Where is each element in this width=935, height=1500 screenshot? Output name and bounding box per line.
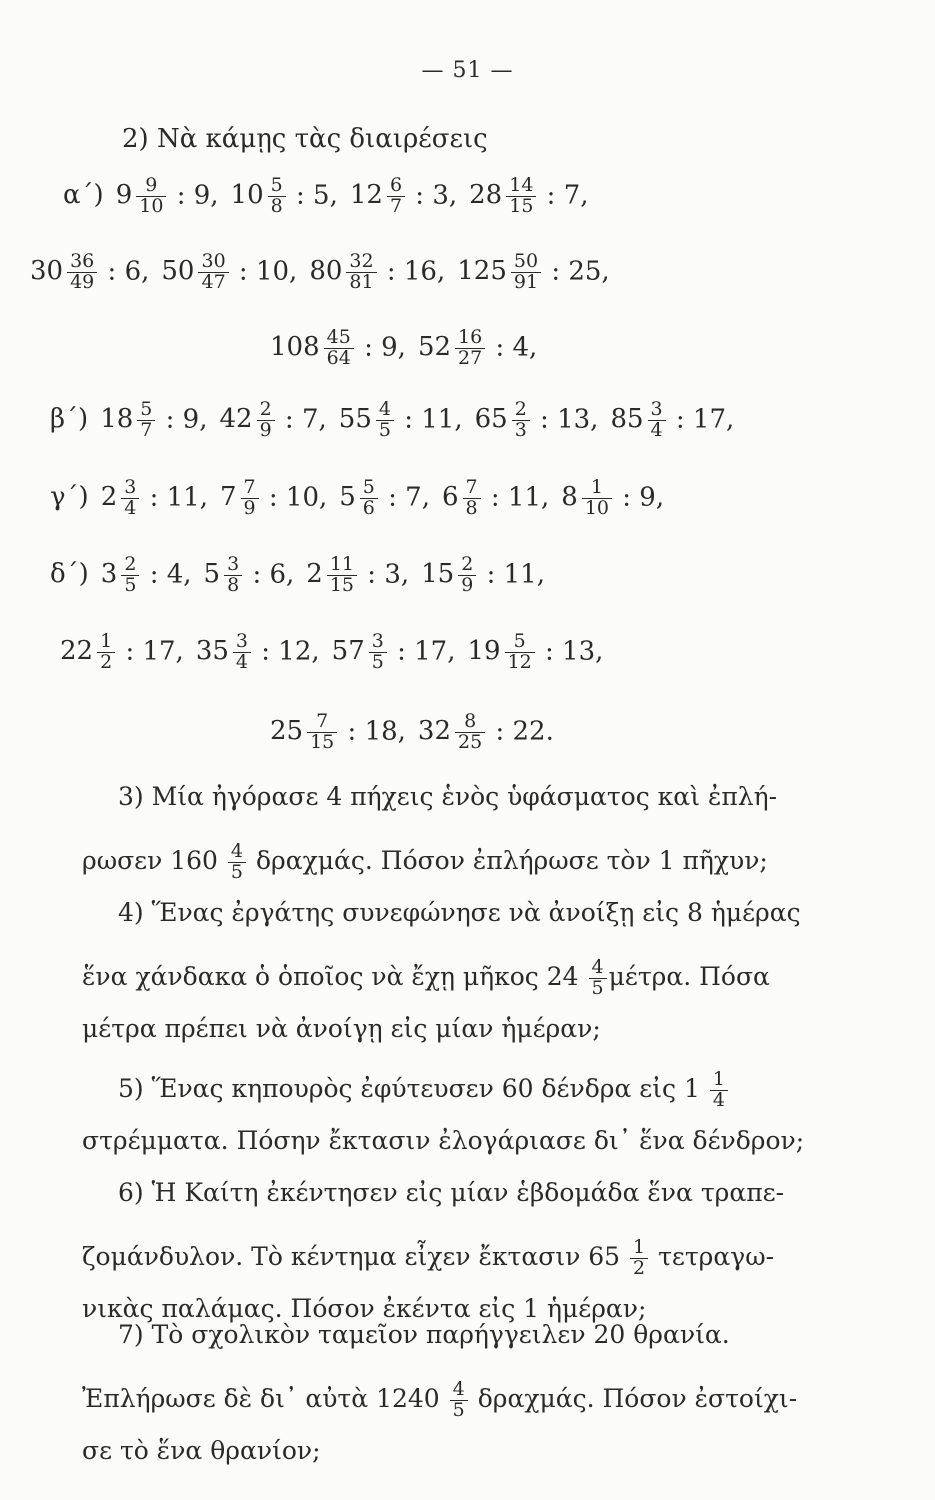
- denominator: 5: [452, 1398, 465, 1421]
- denominator: 25: [458, 730, 483, 753]
- division-term: [475, 400, 599, 441]
- divisor: : 6,: [244, 559, 295, 590]
- numerator: 7: [241, 478, 259, 499]
- fraction: [268, 176, 286, 217]
- numerator: 6: [387, 176, 405, 197]
- denominator: 5: [591, 976, 604, 999]
- division-term: [220, 478, 327, 519]
- fraction: [450, 1380, 468, 1421]
- numerator: 5: [360, 478, 378, 499]
- whole-number: 12: [349, 180, 383, 211]
- numerator: 50: [511, 252, 541, 273]
- problem-line: [82, 900, 888, 925]
- divisor: : 12,: [253, 636, 320, 667]
- denominator: 2: [633, 1256, 646, 1279]
- problem-text: Ἐπλήρωσε δὲ δι᾿ αὐτὰ 1240: [82, 1383, 448, 1413]
- problem-text: ἕνα χάνδακα ὁ ὁποῖος νὰ ἔχῃ μῆκος 24: [82, 961, 587, 991]
- division-term: [610, 400, 734, 441]
- divisor: : 17,: [117, 636, 184, 667]
- exercise-row-label: α΄): [63, 180, 104, 211]
- fraction: [198, 252, 228, 293]
- fraction: [455, 712, 485, 753]
- numerator: 4: [228, 842, 246, 863]
- fraction: [505, 632, 535, 673]
- denominator: 47: [201, 270, 226, 293]
- division-term: [309, 252, 445, 293]
- denominator: 64: [326, 346, 351, 369]
- numerator: 1: [582, 478, 612, 499]
- division-term: [418, 712, 554, 753]
- divisor: : 11,: [395, 404, 463, 435]
- numerator: 1: [630, 1238, 648, 1259]
- numerator: 4: [589, 958, 607, 979]
- numerator: 5: [505, 632, 535, 653]
- numerator: 16: [455, 328, 485, 349]
- problem-text: σε τὸ ἕνα θρανίον;: [82, 1436, 321, 1465]
- problem-text: δραχμάς. Πόσον ἐπλήρωσε τὸν 1 πῆχυν;: [248, 845, 768, 875]
- whole-number: 80: [309, 256, 343, 287]
- divisor: : 7,: [379, 482, 430, 513]
- divisor: : 17,: [388, 636, 456, 667]
- fraction: [648, 400, 666, 441]
- whole-number: 50: [161, 256, 195, 287]
- fraction: [512, 400, 530, 441]
- denominator: 49: [70, 270, 95, 293]
- denominator: 3: [514, 418, 527, 441]
- divisor: : 6,: [99, 256, 150, 287]
- whole-number: 15: [421, 559, 455, 590]
- exercise-row: [50, 478, 676, 519]
- whole-number: 35: [195, 636, 229, 667]
- divisor: : 10,: [260, 482, 328, 513]
- denominator: 6: [362, 496, 375, 519]
- problem-text: 3) Μία ἠγόρασε 4 πήχεις ἑνὸς ὑφάσματος καὶ ἐπλή-: [118, 782, 778, 811]
- problem-paragraph: [82, 1322, 852, 1496]
- division-term: [442, 478, 549, 519]
- fraction: [324, 328, 354, 369]
- problem-text: 5) Ἕνας κηπουρὸς ἐφύτευσεν 60 δένδρα εἰς 1: [118, 1073, 708, 1103]
- numerator: 4: [450, 1380, 468, 1401]
- divisor: : 4,: [141, 559, 192, 590]
- whole-number: 52: [417, 332, 452, 363]
- divisor: : 9,: [168, 180, 219, 211]
- denominator: 8: [270, 194, 283, 217]
- numerator: 3: [648, 400, 666, 421]
- numerator: 1: [710, 1070, 728, 1091]
- problem-line: [82, 1016, 852, 1041]
- numerator: 45: [324, 328, 354, 349]
- denominator: 2: [100, 650, 113, 673]
- fraction: [241, 478, 259, 519]
- division-term: [161, 252, 297, 293]
- whole-number: 42: [219, 404, 253, 435]
- problem-line: [82, 1322, 888, 1347]
- denominator: 12: [507, 650, 532, 673]
- denominator: 15: [329, 573, 355, 596]
- fraction: [137, 400, 155, 441]
- whole-number: 65: [474, 404, 508, 435]
- denominator: 9: [461, 573, 474, 596]
- whole-number: 28: [469, 180, 503, 211]
- problem-text: μέτρα. Πόσα: [608, 961, 770, 991]
- whole-number: 3: [100, 559, 118, 590]
- problem-text: 4) Ἕνας ἐργάτης συνεφώνησε νὰ ἀνοίξῃ εἰς 8 ἡμέρας: [118, 898, 801, 927]
- denominator: 27: [458, 346, 483, 369]
- numerator: 4: [376, 400, 394, 421]
- numerator: 2: [458, 555, 476, 576]
- whole-number: 19: [467, 636, 501, 667]
- problem-text: δραχμάς. Πόσον ἐστοίχι-: [469, 1383, 798, 1413]
- numerator: 1: [97, 632, 115, 653]
- division-term: [270, 712, 406, 753]
- division-term: [116, 176, 219, 217]
- exercise-row-label: δ΄): [50, 559, 89, 590]
- fraction: [582, 478, 612, 519]
- whole-number: 30: [30, 256, 64, 287]
- division-term: [421, 555, 545, 596]
- whole-number: 2: [306, 559, 323, 590]
- numerator: 2: [512, 400, 530, 421]
- exercise-row: [50, 400, 746, 441]
- fraction: [121, 478, 139, 519]
- division-term: [101, 478, 208, 519]
- numerator: 32: [346, 252, 376, 273]
- divisor: : 22.: [487, 716, 554, 747]
- fraction: [228, 842, 246, 883]
- problem-text: μέτρα πρέπει νὰ ἀνοίγῃ εἰς μίαν ἡμέραν;: [82, 1014, 601, 1043]
- fraction: [387, 176, 405, 217]
- division-term: [270, 328, 406, 369]
- fraction: [136, 176, 166, 217]
- problem-line: [82, 1070, 888, 1111]
- problem-text: στρέμματα. Πόσην ἔκτασιν ἐλογάριασε δι᾿ ἕνα δένδρον;: [82, 1126, 805, 1155]
- whole-number: 25: [270, 716, 304, 747]
- denominator: 5: [124, 573, 137, 596]
- divisor: : 7,: [538, 180, 589, 211]
- fraction: [346, 252, 376, 293]
- division-term: [101, 555, 192, 596]
- numerator: 9: [136, 176, 166, 197]
- numerator: 5: [268, 176, 286, 197]
- divisor: : 17,: [667, 404, 735, 435]
- whole-number: 18: [100, 404, 134, 435]
- division-term: [469, 176, 588, 217]
- denominator: 4: [712, 1088, 725, 1111]
- division-term: [204, 555, 295, 596]
- fraction: [360, 478, 378, 519]
- problem-line: [82, 1238, 852, 1279]
- whole-number: 7: [219, 482, 237, 513]
- fraction: [257, 400, 275, 441]
- whole-number: 85: [610, 404, 644, 435]
- fraction: [710, 1070, 728, 1111]
- denominator: 9: [243, 496, 256, 519]
- fraction: [224, 555, 242, 596]
- fraction: [463, 478, 481, 519]
- division-term: [418, 328, 537, 369]
- denominator: 10: [584, 496, 610, 519]
- denominator: 4: [235, 650, 249, 673]
- division-term: [457, 252, 609, 293]
- numerator: 8: [455, 712, 485, 733]
- denominator: 4: [124, 496, 137, 519]
- denominator: 7: [389, 194, 403, 217]
- whole-number: 32: [417, 716, 452, 747]
- fraction: [369, 632, 387, 673]
- numerator: 2: [121, 555, 139, 576]
- denominator: 8: [227, 573, 240, 596]
- whole-number: 57: [331, 636, 365, 667]
- division-term: [219, 400, 326, 441]
- divisor: : 16,: [378, 256, 446, 287]
- numerator: 7: [463, 478, 481, 499]
- problem-line: [82, 1296, 852, 1321]
- numerator: 2: [257, 400, 275, 421]
- denominator: 91: [513, 270, 539, 293]
- exercise-heading: 2) Νὰ κάμῃς τὰς διαιρέσεις: [122, 124, 488, 154]
- divisor: : 7,: [276, 404, 327, 435]
- fraction: [458, 555, 476, 596]
- denominator: 8: [465, 496, 478, 519]
- numerator: 5: [137, 400, 155, 421]
- division-term: [332, 632, 456, 673]
- fraction: [511, 252, 541, 293]
- problem-line: [82, 1180, 888, 1205]
- whole-number: 9: [115, 180, 133, 211]
- exercise-row-label: β΄): [50, 404, 89, 435]
- divisor: : 11,: [482, 482, 550, 513]
- numerator: 30: [198, 252, 228, 273]
- whole-number: 55: [338, 404, 372, 435]
- divisor: : 11,: [141, 482, 208, 513]
- exercise-row: [30, 252, 622, 293]
- problem-line: [82, 1128, 852, 1153]
- whole-number: 125: [457, 256, 507, 287]
- divisor: : 13,: [536, 636, 604, 667]
- fraction: [97, 632, 115, 673]
- fraction: [121, 555, 139, 596]
- problem-text: ρωσεν 160: [82, 845, 226, 875]
- numerator: 3: [369, 632, 387, 653]
- problem-text: νικὰς παλάμας. Πόσον ἐκέντα εἰς 1 ἡμέραν;: [82, 1294, 647, 1323]
- page-number: — 51 —: [421, 58, 514, 83]
- divisor: : 9,: [355, 332, 406, 363]
- problem-line: [82, 784, 888, 809]
- numerator: 3: [224, 555, 242, 576]
- problem-line: [82, 1380, 852, 1421]
- division-term: [339, 478, 430, 519]
- denominator: 15: [509, 194, 534, 217]
- numerator: 3: [233, 632, 251, 653]
- divisor: : 25,: [543, 256, 610, 287]
- problem-line: [82, 958, 852, 999]
- divisor: : 13,: [531, 404, 599, 435]
- fraction: [67, 252, 97, 293]
- divisor: : 3,: [359, 559, 410, 590]
- denominator: 10: [139, 194, 164, 217]
- problem-text: 7) Τὸ σχολικὸν ταμεῖον παρήγγειλεν 20 θρανία.: [118, 1320, 730, 1349]
- problem-text: 6) Ἡ Καίτη ἐκέντησεν εἰς μίαν ἑβδομάδα ἕνα τραπε-: [118, 1178, 785, 1207]
- divisor: : 18,: [339, 716, 406, 747]
- division-term: [561, 478, 664, 519]
- problem-text: τετραγω-: [650, 1241, 775, 1271]
- denominator: 5: [371, 650, 384, 673]
- denominator: 9: [259, 418, 272, 441]
- denominator: 7: [140, 418, 153, 441]
- fraction: [307, 712, 337, 753]
- whole-number: 22: [60, 636, 94, 667]
- division-term: [467, 632, 603, 673]
- numerator: 3: [121, 478, 139, 499]
- fraction: [589, 958, 607, 999]
- whole-number: 6: [442, 482, 459, 513]
- division-term: [350, 176, 457, 217]
- problem-paragraph: [82, 1070, 852, 1186]
- fraction: [506, 176, 536, 217]
- divisor: : 9,: [157, 404, 208, 435]
- fraction: [455, 328, 485, 369]
- whole-number: 5: [203, 559, 221, 590]
- whole-number: 108: [270, 332, 320, 363]
- whole-number: 10: [230, 180, 264, 211]
- problem-line: [82, 1438, 852, 1463]
- fraction: [233, 632, 251, 673]
- numerator: 11: [327, 555, 357, 576]
- division-term: [339, 400, 463, 441]
- problem-line: [82, 842, 852, 883]
- problem-text: ζομάνδυλον. Τὸ κέντημα εἶχεν ἔκτασιν 65: [82, 1241, 629, 1271]
- exercise-row: [270, 328, 549, 369]
- divisor: : 10,: [230, 256, 298, 287]
- division-term: [30, 252, 149, 293]
- fraction: [327, 555, 357, 596]
- fraction: [630, 1238, 648, 1279]
- division-term: [306, 555, 409, 596]
- division-term: [60, 632, 184, 673]
- exercise-row: [270, 712, 566, 753]
- division-term: [196, 632, 320, 673]
- numerator: 36: [67, 252, 97, 273]
- fraction: [376, 400, 394, 441]
- numerator: 7: [307, 712, 337, 733]
- whole-number: 5: [339, 482, 356, 513]
- divisor: : 3,: [407, 180, 458, 211]
- denominator: 5: [230, 860, 244, 883]
- denominator: 15: [310, 730, 335, 753]
- numerator: 14: [506, 176, 536, 197]
- divisor: : 9,: [614, 482, 665, 513]
- denominator: 81: [349, 270, 374, 293]
- division-term: [100, 400, 207, 441]
- whole-number: 2: [100, 482, 118, 513]
- exercise-row: [63, 176, 601, 217]
- problem-paragraph: [82, 900, 852, 1074]
- divisor: : 4,: [487, 332, 538, 363]
- division-term: [231, 176, 338, 217]
- divisor: : 5,: [287, 180, 338, 211]
- exercise-row-label: γ΄): [50, 482, 89, 513]
- whole-number: 8: [561, 482, 578, 513]
- exercise-row: [50, 555, 557, 596]
- problem-paragraph: [82, 784, 852, 900]
- divisor: : 11,: [478, 559, 545, 590]
- exercise-row: [60, 632, 615, 673]
- denominator: 4: [650, 418, 663, 441]
- denominator: 5: [378, 418, 391, 441]
